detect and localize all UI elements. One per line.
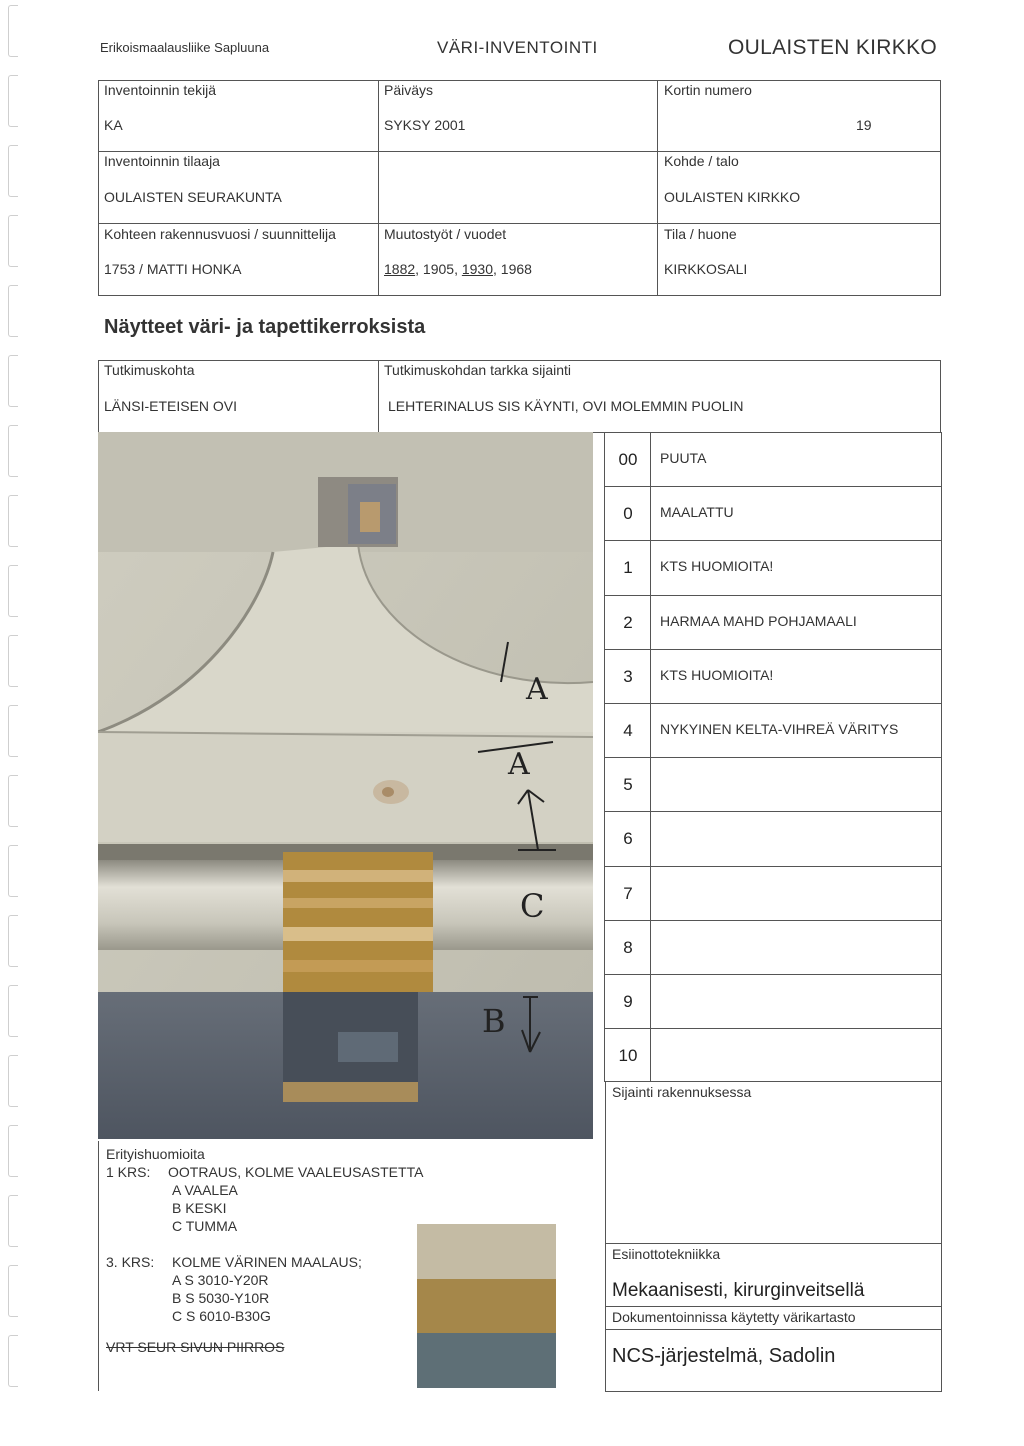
notes-line1-c: C TUMMA	[172, 1218, 238, 1234]
binder-hole	[8, 285, 18, 337]
card-number-value: 19	[856, 117, 872, 133]
layer-number: 7	[623, 884, 633, 903]
notes-line3-b: B S 5030-Y10R	[172, 1290, 270, 1306]
layer-row-divider	[604, 703, 942, 704]
changes-year-2: 1930	[461, 261, 494, 277]
building-location-label: Sijainti rakennuksessa	[612, 1084, 752, 1100]
layer-row-divider	[604, 1028, 942, 1029]
company-name: Erikoismaalausliike Sapluuna	[100, 40, 270, 55]
binder-hole	[8, 215, 18, 267]
color-swatch-b	[417, 1279, 556, 1333]
research-point-value: LÄNSI-ETEISEN OVI	[104, 398, 238, 414]
build-value: 1753 / MATTI HONKA	[104, 261, 242, 277]
binder-hole	[8, 145, 18, 197]
layer-description: PUUTA	[660, 450, 707, 466]
binder-hole	[8, 75, 18, 127]
build-label: Kohteen rakennusvuosi / suunnittelija	[104, 226, 336, 242]
layer-description: MAALATTU	[660, 504, 734, 520]
layer-row-divider	[604, 866, 942, 867]
layer-number: 2	[623, 613, 633, 632]
notes-label: Erityishuomioita	[106, 1146, 205, 1162]
notes-line1-a: A VAALEA	[172, 1182, 238, 1198]
exact-location-label: Tutkimuskohdan tarkka sijainti	[384, 362, 572, 378]
target-value: OULAISTEN KIRKKO	[664, 189, 801, 205]
layer-row-divider	[604, 649, 942, 650]
card-number-label: Kortin numero	[664, 82, 752, 98]
binder-hole	[8, 635, 18, 687]
layer-number: 5	[623, 775, 633, 794]
layer-number: 3	[623, 667, 633, 686]
layer-description: NYKYINEN KELTA-VIHREÄ VÄRITYS	[660, 721, 899, 737]
color-atlas-label: Dokumentoinnissa käytetty värikartasto	[612, 1309, 856, 1325]
date-value: SYKSY 2001	[384, 117, 466, 133]
church-name: OULAISTEN KIRKKO	[728, 36, 938, 59]
binder-hole	[8, 1265, 18, 1317]
binder-hole	[8, 915, 18, 967]
notes-line3-prefix: 3. KRS:	[106, 1254, 155, 1270]
layer-row-divider	[604, 595, 942, 596]
layer-number: 4	[623, 721, 633, 740]
target-label: Kohde / talo	[664, 153, 739, 169]
notes-struck-text: VRT SEUR SIVUN PIIRROS	[106, 1339, 285, 1355]
exact-location-value: LEHTERINALUS SIS KÄYNTI, OVI MOLEMMIN PUOLIN	[388, 398, 744, 414]
binder-hole	[8, 1335, 18, 1387]
notes-line3-a: A S 3010-Y20R	[172, 1272, 269, 1288]
layer-number: 8	[623, 938, 633, 957]
layer-description: HARMAA MAHD POHJAMAALI	[660, 613, 857, 629]
technique-label: Esiinottotekniikka	[612, 1246, 721, 1262]
room-value: KIRKKOSALI	[664, 261, 748, 277]
binder-hole	[8, 425, 18, 477]
changes-value: 1882, 1905, 1930, 1968	[384, 261, 532, 277]
layer-description: KTS HUOMIOITA!	[660, 667, 774, 683]
layer-row-divider	[604, 920, 942, 921]
notes-line3-text: KOLME VÄRINEN MAALAUS;	[172, 1254, 362, 1270]
layer-number: 10	[618, 1046, 638, 1065]
color-swatch-a	[417, 1224, 556, 1279]
layer-number: 0	[623, 504, 633, 523]
inventor-value: KA	[104, 117, 123, 133]
door-photo-image	[98, 432, 593, 1139]
form-title: VÄRI-INVENTOINTI	[437, 38, 598, 57]
technique-value: Mekaanisesti, kirurginveitsellä	[612, 1280, 865, 1301]
client-label: Inventoinnin tilaaja	[104, 153, 220, 169]
binder-hole	[8, 565, 18, 617]
notes-line1-prefix: 1 KRS:	[106, 1164, 151, 1180]
changes-year-1: 1882	[384, 261, 416, 277]
color-swatch-c	[417, 1333, 556, 1388]
layer-number: 1	[623, 558, 633, 577]
notes-line1-text: OOTRAUS, KOLME VAALEUSASTETTA	[168, 1164, 424, 1180]
layer-description: KTS HUOMIOITA!	[660, 558, 774, 574]
binder-hole	[8, 355, 18, 407]
client-value: OULAISTEN SEURAKUNTA	[104, 189, 282, 205]
notes-line1-b: B KESKI	[172, 1200, 227, 1216]
photo-mark-a-lower: A	[508, 747, 530, 782]
binder-hole	[8, 5, 18, 57]
layer-number: 00	[618, 450, 638, 469]
binder-hole	[8, 1055, 18, 1107]
layer-row-divider	[604, 486, 942, 487]
photo-mark-c: C	[520, 887, 545, 925]
color-atlas-value: NCS-järjestelmä, Sadolin	[612, 1345, 836, 1367]
layer-number: 9	[623, 992, 633, 1011]
binder-hole	[8, 1195, 18, 1247]
layer-row-divider	[604, 540, 942, 541]
layer-row-divider	[604, 757, 942, 758]
inventor-label: Inventoinnin tekijä	[104, 82, 217, 98]
binder-hole	[8, 775, 18, 827]
layer-row-divider	[604, 974, 942, 975]
room-label: Tila / huone	[664, 226, 737, 242]
binder-hole	[8, 1125, 18, 1177]
binder-hole	[8, 845, 18, 897]
binder-hole	[8, 705, 18, 757]
layer-row-divider	[604, 811, 942, 812]
changes-label: Muutostyöt / vuodet	[384, 226, 507, 242]
binder-hole	[8, 985, 18, 1037]
notes-line3-c: C S 6010-B30G	[172, 1308, 271, 1324]
photo-mark-b: B	[482, 1002, 506, 1040]
research-point-label: Tutkimuskohta	[104, 362, 195, 378]
sample-photo	[98, 432, 593, 1139]
section-heading: Näytteet väri- ja tapettikerroksista	[104, 316, 426, 338]
photo-mark-a-upper: A	[526, 672, 548, 707]
binder-hole	[8, 495, 18, 547]
date-label: Päiväys	[384, 82, 434, 98]
layer-number: 6	[623, 829, 633, 848]
